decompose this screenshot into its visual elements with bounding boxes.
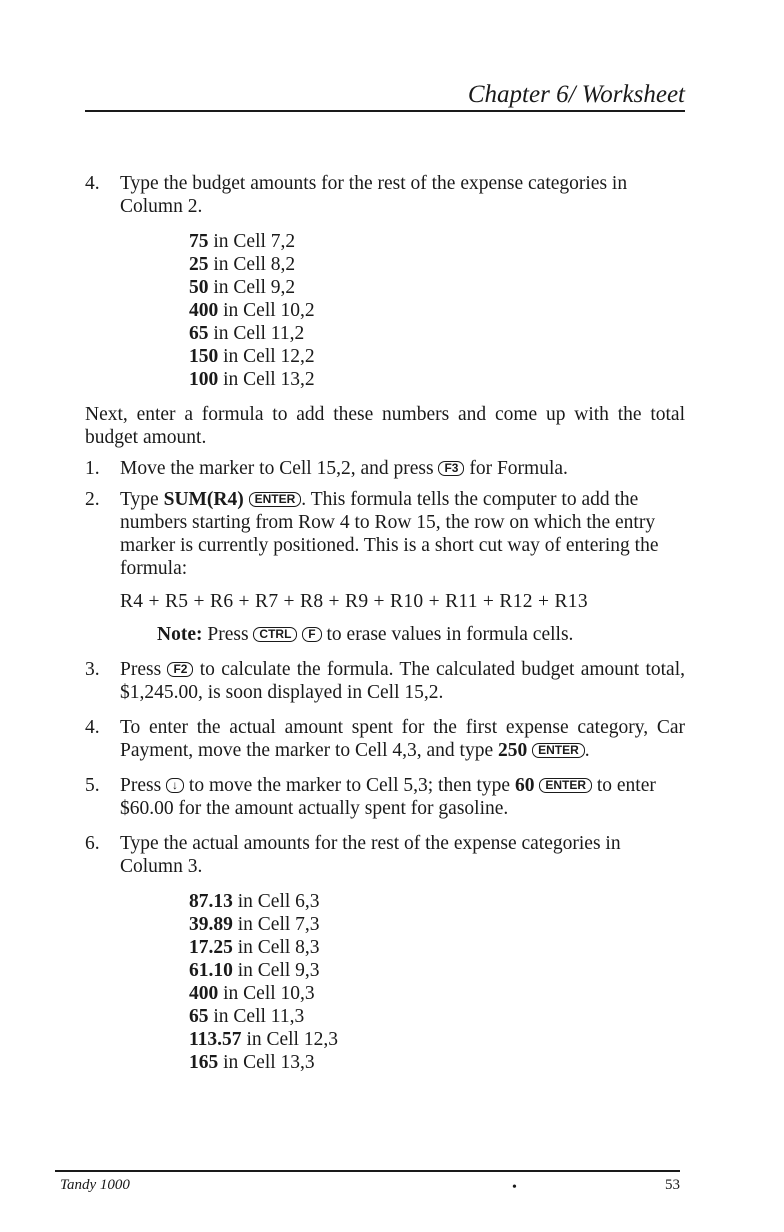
key-ctrl: CTRL bbox=[253, 627, 297, 642]
typed-value: 60 bbox=[514, 775, 535, 796]
amount-value: 150 bbox=[189, 346, 219, 367]
key-enter: ENTER bbox=[249, 492, 302, 507]
arrow-down-key-icon: ↓ bbox=[166, 778, 184, 793]
amount-value: 50 bbox=[189, 277, 209, 298]
page-number: 53 bbox=[665, 1177, 680, 1193]
list-item bbox=[189, 959, 685, 982]
footer-rule bbox=[55, 1170, 680, 1172]
amount-value: 25 bbox=[189, 254, 209, 275]
step-1 bbox=[85, 457, 685, 480]
amount-value: 65 bbox=[189, 1006, 209, 1027]
cell-label: in Cell 6,3 bbox=[232, 891, 320, 912]
step-3 bbox=[85, 658, 685, 704]
cell-label: in Cell 8,2 bbox=[208, 254, 296, 275]
list-item bbox=[189, 299, 685, 322]
cell-label: in Cell 7,2 bbox=[208, 231, 296, 252]
amount-value: 61.10 bbox=[189, 960, 233, 981]
intro-paragraph: Next, enter a formula to add these numbers and come up with the total budget amount. bbox=[85, 404, 685, 448]
list-item bbox=[189, 913, 685, 936]
list-item bbox=[189, 1051, 685, 1074]
amount-value: 65 bbox=[189, 323, 209, 344]
cell-label: in Cell 10,2 bbox=[218, 300, 315, 321]
footer-mark: • bbox=[512, 1180, 517, 1195]
step-text: to calculate the formula. The calculated budget amount total, $1,245.00, is soon displayed in Cell 15,2. bbox=[120, 659, 686, 703]
note-label: Note: bbox=[157, 624, 203, 645]
key-enter: ENTER bbox=[539, 778, 592, 793]
amount-value: 113.57 bbox=[189, 1029, 242, 1050]
cell-label: in Cell 13,3 bbox=[218, 1052, 315, 1073]
formula-entry: SUM(R4) bbox=[163, 489, 244, 510]
key-f: F bbox=[302, 627, 321, 642]
step-text: Type the budget amounts for the rest of the expense categories in Column 2. bbox=[120, 173, 628, 217]
key-enter: ENTER bbox=[532, 743, 585, 758]
key-f2: F2 bbox=[167, 662, 193, 677]
list-item bbox=[189, 936, 685, 959]
amount-value: 39.89 bbox=[189, 914, 233, 935]
list-item bbox=[189, 230, 685, 253]
typed-value: 250 bbox=[498, 740, 528, 761]
list-item bbox=[189, 890, 685, 913]
footer-title: Tandy 1000 bbox=[60, 1177, 130, 1193]
note-text: to erase values in formula cells. bbox=[321, 624, 574, 645]
step-text: to move the marker to Cell 5,3; then type bbox=[184, 775, 515, 796]
list-item bbox=[189, 253, 685, 276]
note-text: Press bbox=[202, 624, 254, 645]
formula-expansion: R4 + R5 + R6 + R7 + R8 + R9 + R10 + R11 + R12 + R13 bbox=[120, 591, 588, 612]
cell-label: in Cell 9,3 bbox=[232, 960, 320, 981]
step-text: Press bbox=[120, 775, 167, 796]
step-text: . bbox=[584, 740, 590, 761]
amount-value: 400 bbox=[189, 300, 219, 321]
note bbox=[157, 623, 685, 646]
cell-label: in Cell 12,3 bbox=[241, 1029, 338, 1050]
step-5 bbox=[85, 774, 685, 820]
cell-label: in Cell 10,3 bbox=[218, 983, 315, 1004]
actual-amount-list bbox=[189, 890, 685, 1074]
step-text: Type the actual amounts for the rest of the expense categories in Column 3. bbox=[120, 833, 621, 877]
step-text: To enter the actual amount spent for the first expense category, Car Payment, move the marker to Cell 4,3, and type bbox=[120, 717, 685, 761]
step-4-budget bbox=[85, 172, 685, 218]
budget-amount-list bbox=[189, 230, 685, 391]
step-number: 3. bbox=[85, 659, 100, 680]
list-item bbox=[189, 1005, 685, 1028]
step-number: 2. bbox=[85, 489, 100, 510]
cell-label: in Cell 12,2 bbox=[218, 346, 315, 367]
amount-value: 75 bbox=[189, 231, 209, 252]
step-text: . This formula tells the computer to add the numbers starting from Row 4 to Row 15, the row on which the entry marker is currently positioned. This is a short cut way of entering the formula: bbox=[120, 489, 659, 579]
header-rule bbox=[85, 110, 685, 112]
step-text: Move the marker to Cell 15,2, and press bbox=[120, 458, 439, 479]
amount-value: 165 bbox=[189, 1052, 219, 1073]
step-number: 5. bbox=[85, 775, 100, 796]
list-item bbox=[189, 276, 685, 299]
chapter-header: Chapter 6/ Worksheet bbox=[467, 81, 685, 108]
cell-label: in Cell 11,3 bbox=[208, 1006, 305, 1027]
amount-value: 87.13 bbox=[189, 891, 233, 912]
amount-value: 17.25 bbox=[189, 937, 233, 958]
step-number: 4. bbox=[85, 717, 100, 738]
list-item bbox=[189, 1028, 685, 1051]
step-2 bbox=[85, 488, 685, 580]
step-number: 1. bbox=[85, 458, 100, 479]
step-6 bbox=[85, 832, 685, 878]
key-f3: F3 bbox=[438, 461, 464, 476]
list-item bbox=[189, 982, 685, 1005]
step-text: Type bbox=[120, 489, 164, 510]
step-text: Press bbox=[120, 659, 168, 680]
step-text: for Formula. bbox=[464, 458, 568, 479]
amount-value: 400 bbox=[189, 983, 219, 1004]
list-item bbox=[189, 322, 685, 345]
list-item bbox=[189, 345, 685, 368]
step-4-actual bbox=[85, 716, 685, 762]
cell-label: in Cell 11,2 bbox=[208, 323, 305, 344]
amount-value: 100 bbox=[189, 369, 219, 390]
cell-label: in Cell 7,3 bbox=[232, 914, 320, 935]
cell-label: in Cell 9,2 bbox=[208, 277, 296, 298]
step-text: to enter $60.00 for the amount actually spent for gasoline. bbox=[120, 775, 656, 819]
page-body bbox=[85, 172, 685, 1074]
step-number: 6. bbox=[85, 833, 100, 854]
list-item bbox=[189, 368, 685, 391]
cell-label: in Cell 13,2 bbox=[218, 369, 315, 390]
cell-label: in Cell 8,3 bbox=[232, 937, 320, 958]
step-number: 4. bbox=[85, 173, 100, 194]
